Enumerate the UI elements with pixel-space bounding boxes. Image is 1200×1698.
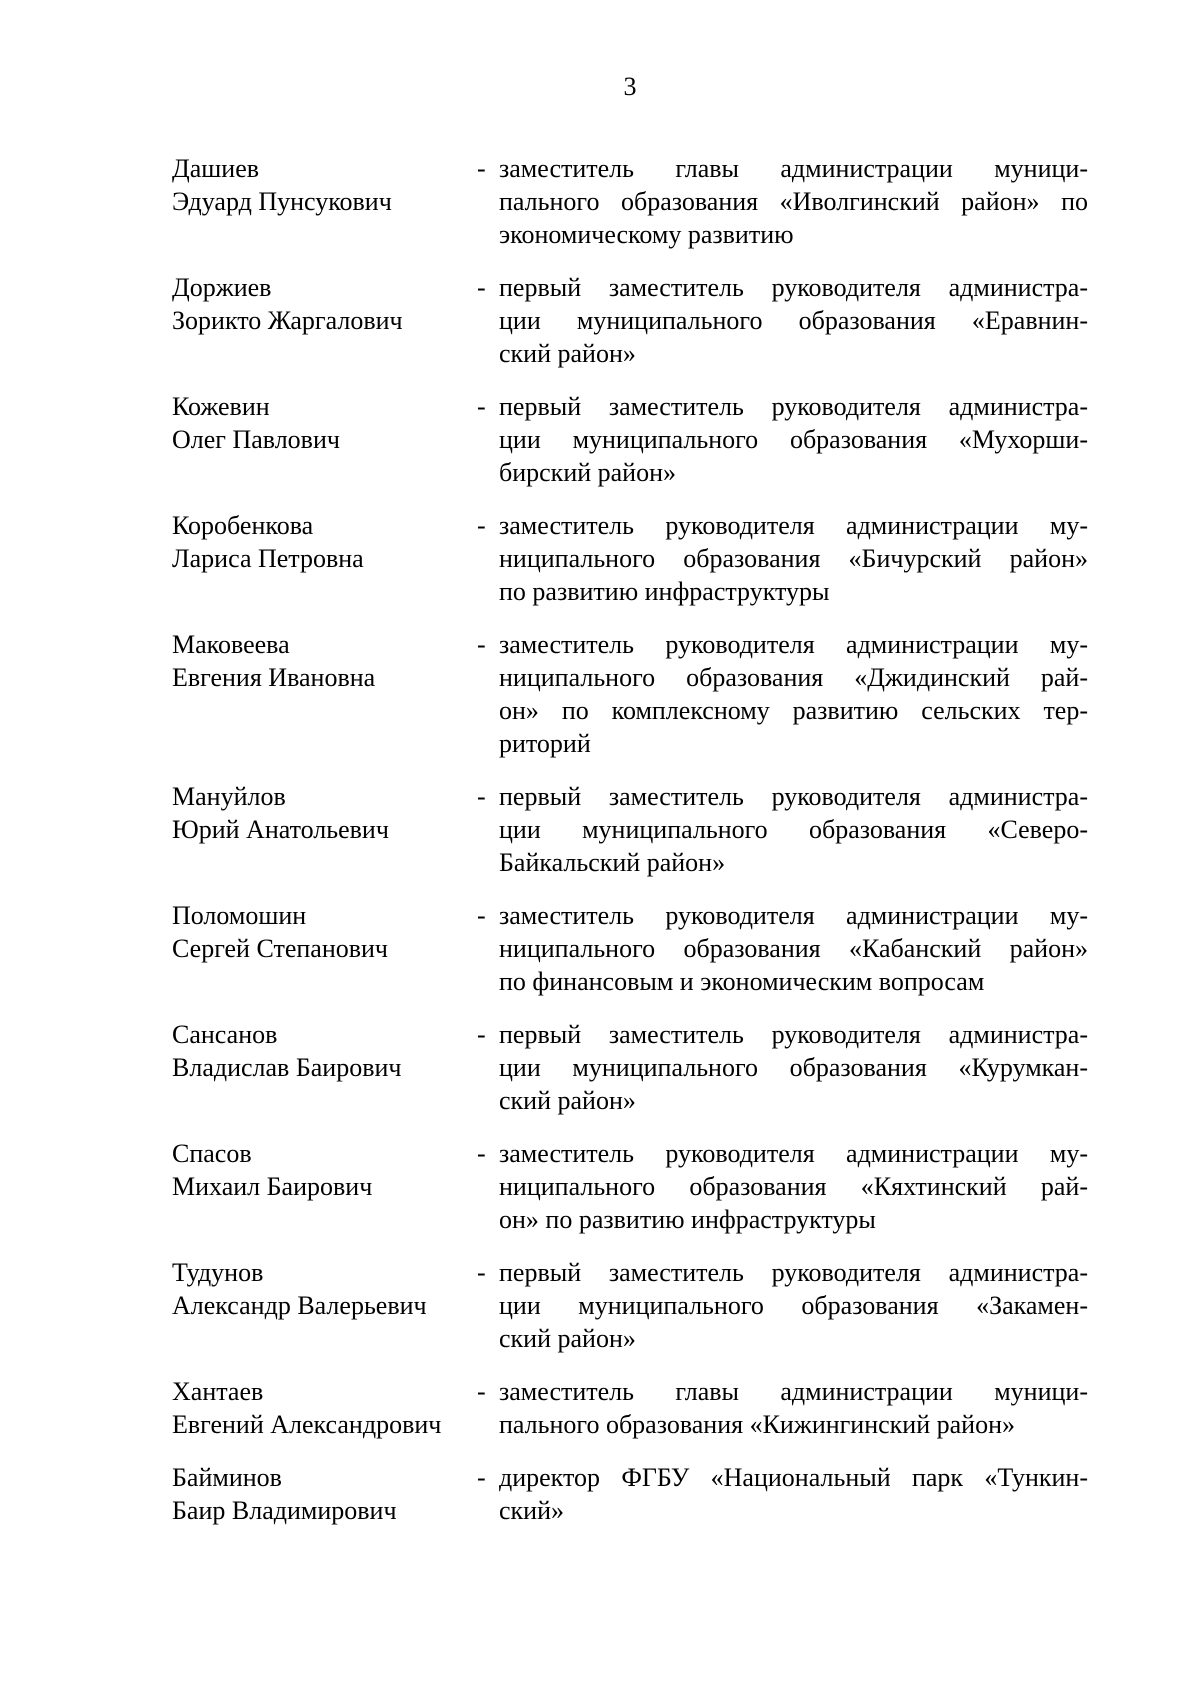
given-names: Зорикто Жаргалович <box>172 306 403 335</box>
surname: Поломошин <box>172 901 307 930</box>
position-description <box>499 899 1088 998</box>
list-item <box>172 628 1088 760</box>
position-line: ниципального образования «Кяхтинский рай- <box>499 1172 1088 1201</box>
position-description <box>499 1256 1088 1355</box>
position-line: по финансовым и экономическим вопросам <box>499 967 985 996</box>
list-item <box>172 899 1088 998</box>
position-line: Байкальский район» <box>499 848 726 877</box>
position-line: первый заместитель руководителя администра- <box>499 1020 1088 1049</box>
position-line: пального образования «Кижингинский район» <box>499 1410 1016 1439</box>
dash-separator: - <box>477 1258 486 1287</box>
list-item <box>172 1256 1088 1355</box>
list-item <box>172 1461 1088 1527</box>
position-description <box>499 152 1088 251</box>
dash-separator: - <box>477 1020 486 1049</box>
dash-separator: - <box>477 630 486 659</box>
given-names: Лариса Петровна <box>172 544 364 573</box>
dash-separator: - <box>477 1377 486 1406</box>
surname: Доржиев <box>172 273 272 302</box>
given-names: Олег Павлович <box>172 425 340 454</box>
position-line: первый заместитель руководителя администра- <box>499 1258 1088 1287</box>
position-line: ции муниципального образования «Курумкан- <box>499 1053 1088 1082</box>
position-description <box>499 628 1088 760</box>
surname: Тудунов <box>172 1258 264 1287</box>
list-item <box>172 1137 1088 1236</box>
position-line: он» по комплексному развитию сельских тер- <box>499 696 1088 725</box>
position-line: он» по развитию инфраструктуры <box>499 1205 876 1234</box>
surname: Байминов <box>172 1463 282 1492</box>
member-list <box>172 152 1088 1527</box>
dash-separator: - <box>477 1463 486 1492</box>
person-name <box>172 1137 477 1236</box>
list-item <box>172 509 1088 608</box>
position-line: ский» <box>499 1496 564 1525</box>
person-name <box>172 509 477 608</box>
position-line: бирский район» <box>499 458 677 487</box>
given-names: Александр Валерьевич <box>172 1291 427 1320</box>
list-item <box>172 1375 1088 1441</box>
surname: Сансанов <box>172 1020 278 1049</box>
position-line: пального образования «Иволгинский район» по <box>499 187 1088 216</box>
position-line: заместитель руководителя администрации му- <box>499 630 1088 659</box>
position-line: заместитель руководителя администрации му- <box>499 901 1088 930</box>
person-name <box>172 390 477 489</box>
person-name <box>172 899 477 998</box>
position-line: ский район» <box>499 1324 636 1353</box>
position-line: ниципального образования «Бичурский район» <box>499 544 1088 573</box>
position-line: первый заместитель руководителя администра- <box>499 782 1088 811</box>
position-line: первый заместитель руководителя администра- <box>499 392 1088 421</box>
dash-separator: - <box>477 392 486 421</box>
position-line: заместитель главы администрации муници- <box>499 154 1088 183</box>
position-line: ции муниципального образования «Закамен- <box>499 1291 1088 1320</box>
given-names: Баир Владимирович <box>172 1496 397 1525</box>
list-item <box>172 152 1088 251</box>
surname: Хантаев <box>172 1377 264 1406</box>
position-description <box>499 1461 1088 1527</box>
page-number: 3 <box>623 72 637 101</box>
person-name <box>172 1256 477 1355</box>
position-line: экономическому развитию <box>499 220 794 249</box>
person-name <box>172 1375 477 1441</box>
position-description <box>499 1137 1088 1236</box>
person-name <box>172 1018 477 1117</box>
position-line: по развитию инфраструктуры <box>499 577 830 606</box>
position-line: ниципального образования «Джидинский рай- <box>499 663 1088 692</box>
position-description <box>499 509 1088 608</box>
surname: Дашиев <box>172 154 260 183</box>
position-line: ский район» <box>499 1086 636 1115</box>
position-line: заместитель главы администрации муници- <box>499 1377 1088 1406</box>
dash-separator: - <box>477 273 486 302</box>
position-description <box>499 390 1088 489</box>
given-names: Сергей Степанович <box>172 934 389 963</box>
surname: Маковеева <box>172 630 290 659</box>
list-item <box>172 271 1088 370</box>
surname: Коробенкова <box>172 511 314 540</box>
dash-separator: - <box>477 154 486 183</box>
list-item <box>172 1018 1088 1117</box>
list-item <box>172 390 1088 489</box>
surname: Мануйлов <box>172 782 286 811</box>
person-name <box>172 780 477 879</box>
dash-separator: - <box>477 782 486 811</box>
given-names: Михаил Баирович <box>172 1172 373 1201</box>
list-item <box>172 780 1088 879</box>
dash-separator: - <box>477 1139 486 1168</box>
position-line: ниципального образования «Кабанский район» <box>499 934 1088 963</box>
position-line: риторий <box>499 729 591 758</box>
person-name <box>172 271 477 370</box>
given-names: Эдуард Пунсукович <box>172 187 392 216</box>
position-line: ции муниципального образования «Мухорши- <box>499 425 1088 454</box>
person-name <box>172 1461 477 1527</box>
position-line: заместитель руководителя администрации му- <box>499 1139 1088 1168</box>
dash-separator: - <box>477 511 486 540</box>
given-names: Евгений Александрович <box>172 1410 442 1439</box>
dash-separator: - <box>477 901 486 930</box>
surname: Кожевин <box>172 392 270 421</box>
position-description <box>499 271 1088 370</box>
position-line: ции муниципального образования «Северо- <box>499 815 1088 844</box>
position-line: директор ФГБУ «Национальный парк «Тункин- <box>499 1463 1088 1492</box>
surname: Спасов <box>172 1139 252 1168</box>
given-names: Евгения Ивановна <box>172 663 376 692</box>
position-description <box>499 1375 1088 1441</box>
given-names: Владислав Баирович <box>172 1053 402 1082</box>
position-description <box>499 1018 1088 1117</box>
given-names: Юрий Анатольевич <box>172 815 389 844</box>
person-name <box>172 628 477 760</box>
position-description <box>499 780 1088 879</box>
position-line: первый заместитель руководителя администра- <box>499 273 1088 302</box>
position-line: ский район» <box>499 339 636 368</box>
position-line: ции муниципального образования «Еравнин- <box>499 306 1088 335</box>
person-name <box>172 152 477 251</box>
position-line: заместитель руководителя администрации му- <box>499 511 1088 540</box>
